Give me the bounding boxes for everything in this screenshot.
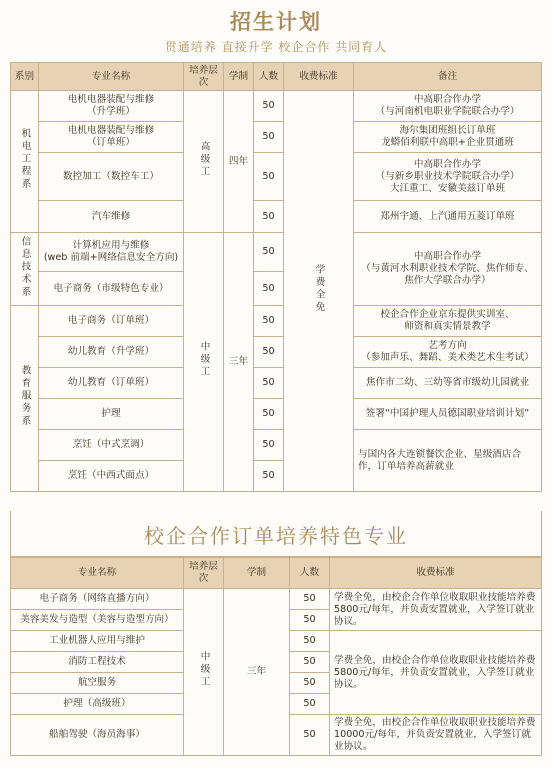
count-cell: 50 bbox=[290, 715, 330, 756]
major-cell: 船舶驾驶（海员海事） bbox=[11, 715, 184, 756]
count-cell: 50 bbox=[254, 233, 284, 272]
count-cell: 50 bbox=[254, 337, 284, 368]
fee-cell: 学费全免，由校企合作单位收取职业技能培养费10000元/每年，并负责安置就业，入学签订就业协议。 bbox=[330, 715, 542, 756]
major-cell: 烹饪（中西式面点） bbox=[39, 461, 184, 492]
count-cell: 50 bbox=[254, 368, 284, 399]
count-cell: 50 bbox=[254, 91, 284, 122]
section-title: 校企合作订单培养特色专业 bbox=[144, 524, 408, 548]
header-remark: 备注 bbox=[354, 63, 542, 91]
level-cell: 高级工 bbox=[184, 91, 224, 233]
table-row bbox=[11, 91, 542, 122]
table-header-row bbox=[11, 63, 542, 91]
major-cell: 数控加工（数控车工） bbox=[39, 153, 184, 201]
fee-cell: 学费全免，由校企合作单位收取职业技能培养费5800元/每年，并负责安置就业，入学签订就业协议。 bbox=[330, 589, 542, 631]
header-count: 人数 bbox=[254, 63, 284, 91]
major-cell: 幼儿教育（订单班） bbox=[39, 368, 184, 399]
major-cell: 电子商务（订单班） bbox=[39, 306, 184, 337]
fee-cell: 学费全免 bbox=[284, 91, 354, 492]
remark-cell: 郑州宇通、上汽通用五菱订单班 bbox=[354, 201, 542, 233]
table-row bbox=[11, 368, 542, 399]
order-training-table bbox=[10, 557, 542, 756]
major-cell: 电机电器装配与维修 （升学班） bbox=[39, 91, 184, 122]
table-header-row bbox=[11, 558, 542, 589]
major-cell: 工业机器人应用与维护 bbox=[11, 631, 184, 652]
major-cell: 护理（高级班） bbox=[11, 694, 184, 715]
remark-cell: 校企合作企业京东提供实训室、 师资和真实情景教学 bbox=[354, 306, 542, 337]
remark-cell: 焦作市二幼、三幼等省市级幼儿园就业 bbox=[354, 368, 542, 399]
remark-cell: 海尔集团班组长订单班 龙蟒佰利联中高职+企业贯通班 bbox=[354, 122, 542, 153]
header-count: 人数 bbox=[290, 558, 330, 589]
years-cell: 三年 bbox=[224, 589, 290, 756]
header-fee: 收费标准 bbox=[330, 558, 542, 589]
remark-cell: 艺考方向 （参加声乐、舞蹈、美术类艺术生考试） bbox=[354, 337, 542, 368]
major-cell: 计算机应用与维修 (web 前端+网络信息安全方向) bbox=[39, 233, 184, 272]
level-cell: 中级工 bbox=[184, 233, 224, 492]
count-cell: 50 bbox=[254, 122, 284, 153]
major-cell: 航空服务 bbox=[11, 673, 184, 694]
count-cell: 50 bbox=[254, 399, 284, 430]
table-row bbox=[11, 337, 542, 368]
header-years: 学制 bbox=[224, 63, 254, 91]
remark-cell: 签署“中国护理人员德国职业培训计划” bbox=[354, 399, 542, 430]
count-cell: 50 bbox=[254, 272, 284, 306]
remark-cell: 中高职合作办学 （与新乡职业技术学院联合办学） 大江重工、安徽美兹订单班 bbox=[354, 153, 542, 201]
remark-cell: 与国内各大连锁餐饮企业、星级酒店合作，订单培养高薪就业 bbox=[354, 430, 542, 492]
count-cell: 50 bbox=[254, 201, 284, 233]
years-cell: 三年 bbox=[224, 233, 254, 492]
page-subtitle: 贯通培养 直接升学 校企合作 共同育人 bbox=[164, 40, 388, 54]
table-row bbox=[11, 589, 542, 610]
count-cell: 50 bbox=[254, 461, 284, 492]
remark-cell: 中高职合作办学 （与黄河水利职业技术学院、焦作师专、 焦作大学联合办学） bbox=[354, 233, 542, 306]
dept-cell: 机电工程系 bbox=[11, 91, 39, 233]
table-row bbox=[11, 201, 542, 233]
major-cell: 美容美发与造型（美容与造型方向） bbox=[11, 610, 184, 631]
count-cell: 50 bbox=[290, 589, 330, 610]
major-cell: 幼儿教育（升学班） bbox=[39, 337, 184, 368]
dept-cell: 教育服务系 bbox=[11, 306, 39, 492]
table-row bbox=[11, 153, 542, 201]
header-level: 培养层次 bbox=[184, 558, 224, 589]
count-cell: 50 bbox=[290, 610, 330, 631]
remark-cell: 中高职合作办学 （与河南机电职业学院联合办学） bbox=[354, 91, 542, 122]
header-major: 专业名称 bbox=[11, 558, 184, 589]
header-fee: 收费标准 bbox=[284, 63, 354, 91]
header-years: 学制 bbox=[224, 558, 290, 589]
header-major: 专业名称 bbox=[39, 63, 184, 91]
enrollment-table bbox=[10, 62, 542, 492]
fee-cell: 学费全免，由校企合作单位收取职业技能培养费5800元/每年，并负责安置就业，入学签订就业协议。 bbox=[330, 631, 542, 715]
major-cell: 汽车维修 bbox=[39, 201, 184, 233]
page-title: 招生计划 bbox=[230, 10, 322, 34]
table-row bbox=[11, 233, 542, 272]
header-level: 培养层次 bbox=[184, 63, 224, 91]
count-cell: 50 bbox=[254, 153, 284, 201]
level-cell: 中级工 bbox=[184, 589, 224, 756]
major-cell: 消防工程技术 bbox=[11, 652, 184, 673]
count-cell: 50 bbox=[290, 652, 330, 673]
table-row bbox=[11, 430, 542, 461]
table-row bbox=[11, 306, 542, 337]
major-cell: 护理 bbox=[39, 399, 184, 430]
major-cell: 烹饪（中式烹调） bbox=[39, 430, 184, 461]
count-cell: 50 bbox=[290, 631, 330, 652]
dept-cell: 信息技术系 bbox=[11, 233, 39, 306]
major-cell: 电机电器装配与维修 （订单班） bbox=[39, 122, 184, 153]
count-cell: 50 bbox=[254, 306, 284, 337]
count-cell: 50 bbox=[254, 430, 284, 461]
table-row bbox=[11, 399, 542, 430]
count-cell: 50 bbox=[290, 673, 330, 694]
years-cell: 四年 bbox=[224, 91, 254, 233]
header-dept: 系别 bbox=[11, 63, 39, 91]
major-cell: 电子商务（市级特色专业） bbox=[39, 272, 184, 306]
count-cell: 50 bbox=[290, 694, 330, 715]
major-cell: 电子商务（网络直播方向） bbox=[11, 589, 184, 610]
table-row bbox=[11, 122, 542, 153]
